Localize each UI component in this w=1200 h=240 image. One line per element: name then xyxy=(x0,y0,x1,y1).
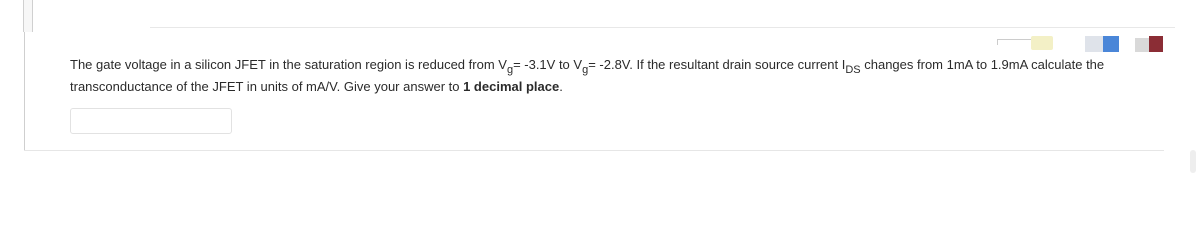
toolbar-corner-line xyxy=(997,39,1032,45)
decimal-places-emphasis: 1 decimal place xyxy=(463,79,560,94)
left-bracket-border xyxy=(24,32,31,151)
bottom-divider xyxy=(24,150,1164,151)
left-border-tab xyxy=(23,0,33,32)
scrollbar-handle[interactable] xyxy=(1190,150,1196,173)
question-part2: = -3.1V to V xyxy=(513,57,583,72)
toolbar xyxy=(995,36,1175,54)
gate-subscript-2: g xyxy=(582,64,589,76)
answer-input[interactable] xyxy=(70,108,232,134)
toolbar-swatch-blue[interactable] xyxy=(1103,36,1119,52)
question-part4: changes from 1mA to 1.9mA calculate the transconductance of the JFET in units of mA/V. Give your answer to xyxy=(70,57,1105,94)
toolbar-swatch-light-gray[interactable] xyxy=(1135,38,1149,52)
question-text xyxy=(70,54,1160,98)
highlight-swatch[interactable] xyxy=(1031,36,1053,50)
toolbar-swatch-maroon[interactable] xyxy=(1149,36,1163,52)
question-part3: = -2.8V. If the resultant drain source current I xyxy=(588,57,846,72)
question-part5: . xyxy=(559,79,563,94)
top-divider xyxy=(150,27,1175,28)
drain-source-subscript: DS xyxy=(845,64,861,76)
toolbar-swatch-gray[interactable] xyxy=(1085,36,1103,52)
gate-subscript-1: g xyxy=(506,64,514,76)
question-part1: The gate voltage in a silicon JFET in the saturation region is reduced from V xyxy=(70,57,507,72)
